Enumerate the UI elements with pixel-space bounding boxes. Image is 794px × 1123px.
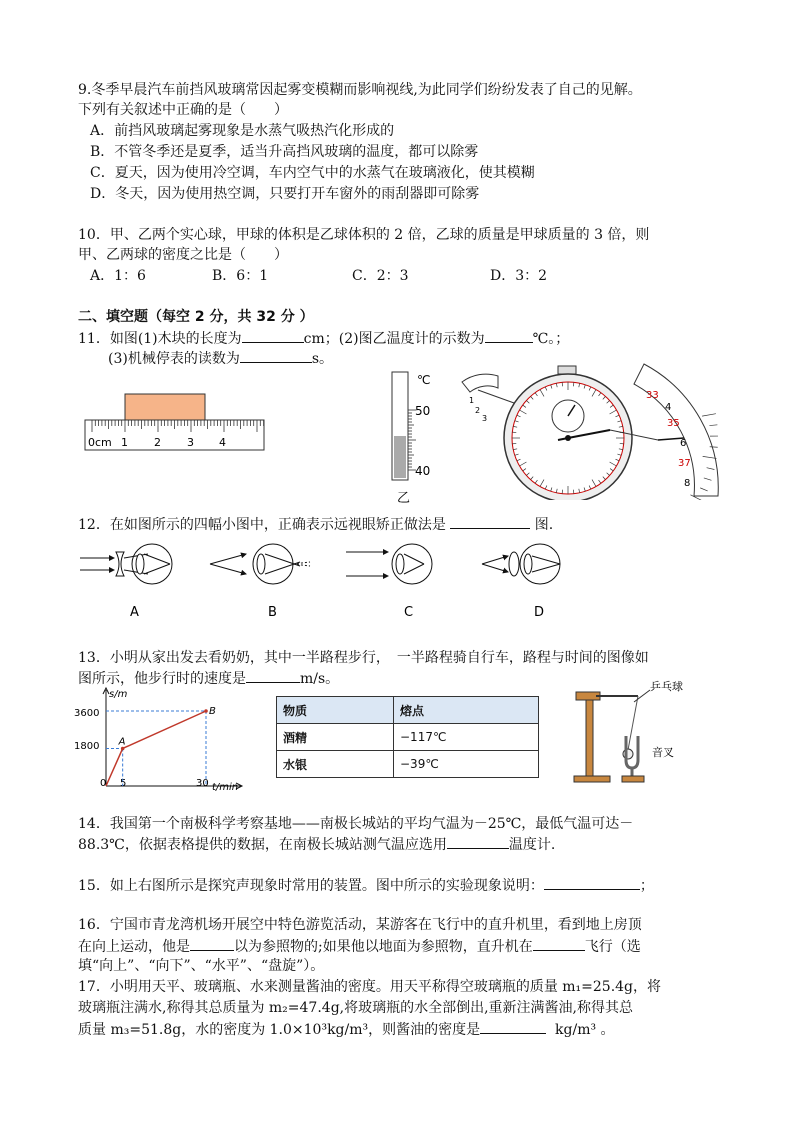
q12-line: [78, 514, 553, 535]
outer-mag-label-8: 8: [684, 478, 691, 489]
q10-option-d: D．3：2: [490, 268, 548, 284]
q17-line1: 17．小明用天平、玻璃瓶、水来测量酱油的密度。用天平称得空玻璃瓶的质量 m₁=25.4g，将: [78, 979, 662, 995]
q10-option-c: C．2：3: [352, 268, 409, 284]
q9-option-a: A．前挡风玻璃起雾现象是水蒸气吸热汽化形成的: [90, 123, 395, 139]
concave-lens: [116, 552, 124, 576]
x-tick-5: 5: [120, 778, 127, 789]
eye-label-c: C: [404, 605, 414, 620]
q17-blank-density[interactable]: [480, 1019, 546, 1034]
fork-base: [622, 776, 644, 782]
q17-line3b: kg/m³ 。: [555, 1022, 615, 1038]
wood-block: [125, 394, 205, 420]
eye-label-d: D: [534, 605, 545, 620]
inner-mag-label-1: 1: [469, 396, 475, 405]
eye-lens: [136, 554, 144, 574]
y-axis-label: s/m: [109, 689, 128, 700]
eye-diagram-c: [346, 544, 432, 584]
q10-stem-line1: 10．甲、乙两个实心球，甲球的体积是乙球体积的 2 倍，乙球的质量是甲球质量的 3 倍，则: [78, 227, 650, 243]
thermometer-unit: ℃: [417, 373, 431, 387]
q14-line2: [78, 834, 555, 855]
q11-blank-length[interactable]: [242, 328, 304, 343]
x-tick-0: 0: [100, 778, 107, 789]
q15-line: [78, 875, 654, 896]
table-cell-substance: 酒精: [277, 724, 394, 751]
eye-diagram-d: [482, 544, 560, 584]
outer-mag-label-33: 33: [646, 390, 659, 401]
eye-diagram-a: [80, 544, 172, 584]
distance-time-graph: [72, 686, 252, 794]
table-row: [277, 751, 539, 778]
q15-blank[interactable]: [544, 875, 640, 890]
x-tick-30: 30: [196, 778, 209, 789]
table-cell-melting-point: −39℃: [394, 751, 539, 778]
q10-option-b: B．6：1: [212, 268, 269, 284]
q9-option-d: D．冬天，因为使用热空调，只要打开车窗外的雨刮器即可除雾: [90, 186, 480, 202]
q13-line1: 13．小明从家出发去看奶奶，其中一半路程步行， 一半路程骑自行车，路程与时间的图像如: [78, 650, 649, 666]
eye-lens: [524, 554, 532, 574]
table-row: [277, 724, 539, 751]
stopwatch-center-pin: [565, 435, 571, 441]
table-cell-substance: 水银: [277, 751, 394, 778]
q16-line2: [78, 936, 641, 957]
eye-lens: [257, 554, 265, 574]
q11-line2: [108, 348, 333, 369]
outer-mag-label-35: 35: [667, 418, 680, 429]
eye-lens: [396, 554, 404, 574]
ruler-label-3: 3: [187, 436, 194, 449]
section2-title: 二、填空题（每空 2 分，共 32 分 ）: [78, 309, 314, 325]
q13-blank-speed[interactable]: [246, 668, 300, 683]
fork-label: 音叉: [652, 746, 674, 759]
table-header-row: [277, 697, 539, 724]
q12-text: 12．在如图所示的四幅小图中，正确表示远视眼矫正做法是: [78, 517, 446, 533]
ruler-label-2: 2: [154, 436, 161, 449]
q16-blank-reference[interactable]: [190, 936, 234, 951]
stopwatch-figure: [458, 360, 722, 500]
q16-blank-direction[interactable]: [533, 936, 585, 951]
q16-line2a: 在向上运动，他是: [78, 939, 190, 955]
stand-base: [574, 776, 610, 782]
q11-part1: 11．如图(1)木块的长度为: [78, 331, 242, 347]
q11-part3: ℃。；: [532, 331, 570, 347]
magnifier-tick: [702, 414, 716, 416]
q12-tail: 图.: [534, 517, 554, 533]
q11-line1: [78, 328, 569, 349]
ball-label: 乒乓球: [650, 680, 683, 693]
ruler-label-0: 0cm: [88, 436, 112, 449]
q11-part5: s。: [311, 351, 334, 367]
q11-part2: cm；(2)图乙温度计的示数为: [303, 331, 485, 347]
eye-label-b: B: [268, 605, 277, 620]
outer-mag-label-6: 6: [680, 438, 687, 449]
eye-label-a: A: [130, 605, 139, 620]
q9-option-b: B．不管冬季还是夏季，适当升高挡风玻璃的温度，都可以除雾: [90, 144, 479, 160]
outer-mag-label-4: 4: [665, 402, 672, 413]
q12-blank[interactable]: [450, 514, 530, 529]
ruler-figure: [82, 392, 267, 454]
thermometer-label-40: 40: [415, 464, 431, 478]
q13-line2a: 图所示，他步行时的速度是: [78, 671, 246, 687]
q11-blank-time[interactable]: [240, 348, 312, 363]
q9-stem-line1: 9.冬季早晨汽车前挡风玻璃常因起雾变模糊而影响视线,为此同学们纷纷发表了自己的见解。: [78, 82, 642, 98]
q15-text: 15．如上右图所示是探究声现象时常用的装置。图中所示的实验现象说明：: [78, 878, 544, 894]
q16-line1: 16．宁国市青龙湾机场开展空中特色游览活动，某游客在飞行中的直升机里，看到地上房顶: [78, 917, 642, 933]
q17-line2: 玻璃瓶注满水,称得其总质量为 m₂=47.4g,将玻璃瓶的水全部倒出,重新注满酱油,称得其总: [78, 1000, 634, 1016]
ruler-label-4: 4: [219, 436, 226, 449]
q11-blank-temp[interactable]: [485, 328, 533, 343]
q17-line3a: 质量 m₃=51.8g，水的密度为 1.0×10³kg/m³，则酱油的密度是: [78, 1022, 481, 1038]
magnifier-tick: [709, 425, 717, 426]
y-tick-1800: 1800: [74, 741, 100, 752]
point-b-label: B: [209, 706, 216, 717]
convex-lens: [509, 552, 519, 576]
point-a-label: A: [118, 736, 126, 748]
outer-dial-magnifier: [634, 364, 718, 496]
inner-mag-label-3: 3: [482, 414, 488, 423]
ruler-label-1: 1: [121, 436, 128, 449]
q17-line3: [78, 1019, 615, 1040]
thermometer-caption: 乙: [397, 491, 411, 506]
q13-line2b: m/s。: [300, 671, 340, 687]
melting-point-table: [276, 696, 539, 778]
stand-pole: [586, 694, 593, 776]
q10-option-a: A．1：6: [90, 268, 146, 284]
eye-diagram-b: [210, 544, 310, 584]
q14-line2a: 88.3℃，依据表格提供的数据，在南极长城站测气温应选用: [78, 837, 447, 853]
q16-line3: 填“向上”、“向下”、“水平”、“盘旋”）。: [78, 958, 325, 974]
table-cell-melting-point: −117℃: [394, 724, 539, 751]
q9-option-c: C．夏天，因为使用冷空调，车内空气中的水蒸气在玻璃液化，使其模糊: [90, 165, 535, 181]
eye-diagrams: [78, 540, 578, 620]
tuning-fork-apparatus: [568, 676, 708, 786]
y-tick-3600: 3600: [74, 708, 100, 719]
q16-line2c: 飞行（选: [584, 939, 641, 955]
q11-part4: (3)机械停表的读数为: [108, 351, 240, 367]
table-header-melting-point: 熔点: [394, 697, 539, 724]
q9-stem-line2: 下列有关叙述中正确的是（ ）: [78, 102, 288, 118]
stopwatch-crown: [558, 366, 576, 374]
q14-line2b: 温度计.: [508, 837, 556, 853]
thermometer-label-50: 50: [415, 404, 431, 418]
thermometer-figure: [370, 368, 440, 508]
q14-blank[interactable]: [447, 834, 509, 849]
q14-line1: 14．我国第一个南极科学考察基地——南极长城站的平均气温为－25℃，最低气温可达－: [78, 816, 634, 832]
thermometer-liquid: [394, 436, 406, 478]
q15-tail: ；: [639, 878, 654, 894]
q10-stem-line2: 甲、乙两球的密度之比是（ ）: [78, 247, 288, 263]
outer-mag-label-37: 37: [678, 458, 691, 469]
q16-line2b: 以为参照物的;如果他以地面为参照物，直升机在: [234, 939, 533, 955]
x-axis-label: t/min: [212, 782, 239, 793]
table-header-substance: 物质: [277, 697, 394, 724]
inner-dial-magnifier: [462, 374, 498, 392]
inner-mag-label-2: 2: [475, 406, 481, 415]
